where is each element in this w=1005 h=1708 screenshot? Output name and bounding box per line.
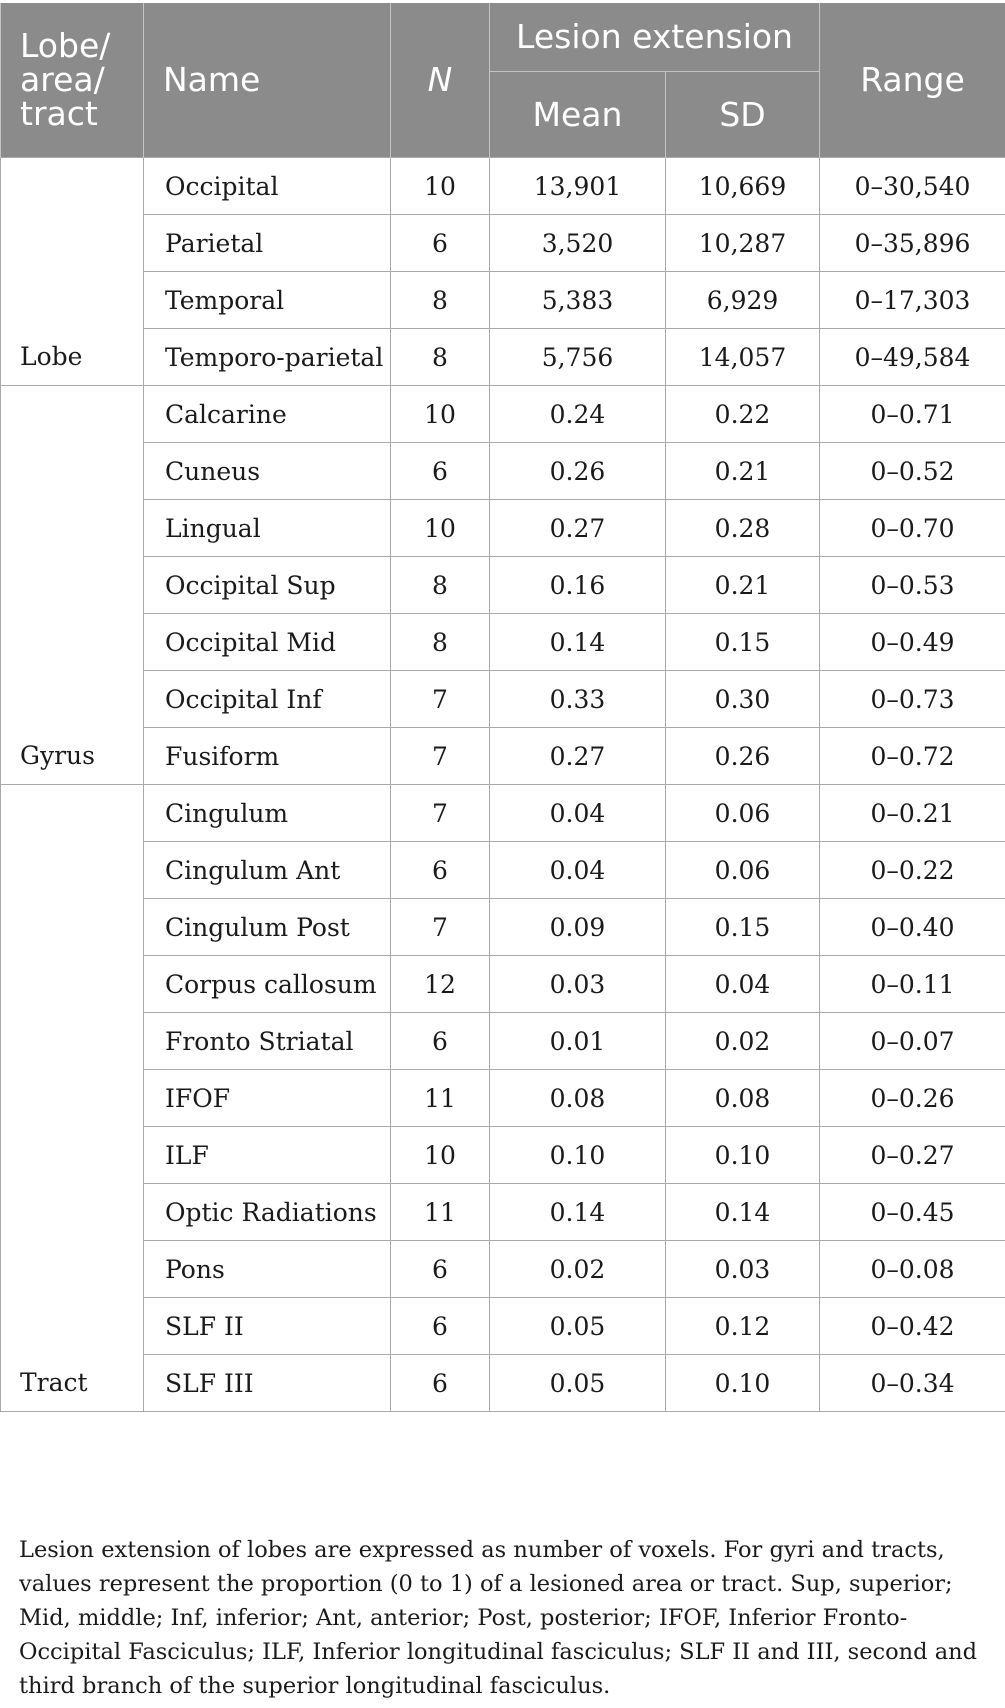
- n-cell: 6: [391, 215, 490, 272]
- mean-cell: 0.27: [490, 728, 666, 785]
- n-cell: 10: [391, 500, 490, 557]
- mean-cell: 0.27: [490, 500, 666, 557]
- table-row: [1, 899, 1005, 956]
- mean-cell: 0.02: [490, 1241, 666, 1298]
- range-cell: 0–30,540: [820, 158, 1005, 215]
- sd-cell: 0.15: [666, 899, 820, 956]
- mean-cell: 0.09: [490, 899, 666, 956]
- name-cell: SLF II: [144, 1298, 391, 1355]
- sd-cell: 6,929: [666, 272, 820, 329]
- mean-cell: 0.33: [490, 671, 666, 728]
- range-cell: 0–0.70: [820, 500, 1005, 557]
- mean-cell: 0.03: [490, 956, 666, 1013]
- name-cell: Cuneus: [144, 443, 391, 500]
- table-row: [1, 1127, 1005, 1184]
- sd-cell: 0.12: [666, 1298, 820, 1355]
- table-row: [1, 785, 1005, 842]
- mean-cell: 3,520: [490, 215, 666, 272]
- mean-cell: 0.14: [490, 1184, 666, 1241]
- name-cell: Occipital: [144, 158, 391, 215]
- range-cell: 0–0.71: [820, 386, 1005, 443]
- mean-cell: 0.01: [490, 1013, 666, 1070]
- header-lesion-extension: Lesion extension: [490, 3, 820, 72]
- n-cell: 7: [391, 899, 490, 956]
- range-cell: 0–0.34: [820, 1355, 1005, 1412]
- n-cell: 6: [391, 1298, 490, 1355]
- range-cell: 0–0.42: [820, 1298, 1005, 1355]
- sd-cell: 0.03: [666, 1241, 820, 1298]
- group-label-cell: Tract: [1, 785, 144, 1412]
- group-label-cell: Lobe: [1, 158, 144, 386]
- sd-cell: 0.10: [666, 1355, 820, 1412]
- name-cell: IFOF: [144, 1070, 391, 1127]
- table-row: [1, 842, 1005, 899]
- name-cell: Occipital Inf: [144, 671, 391, 728]
- mean-cell: 0.04: [490, 785, 666, 842]
- range-cell: 0–0.26: [820, 1070, 1005, 1127]
- mean-cell: 0.05: [490, 1298, 666, 1355]
- table-footnote: Lesion extension of lobes are expressed as number of voxels. For gyri and tracts, values represent the proportion (0 to 1) of a lesioned area or tract. Sup, superior; Mid, middle; Inf, inferior; Ant, anterior; Post, posterior; IFOF, Inferior Fronto-Occipital Fasciculus; ILF, Inferior longitudinal fasciculus; SLF II and III, second and third branch of the superior longitudinal fasciculus.: [19, 1536, 978, 1699]
- sd-cell: 0.22: [666, 386, 820, 443]
- sd-cell: 0.21: [666, 557, 820, 614]
- sd-cell: 0.10: [666, 1127, 820, 1184]
- mean-cell: 0.10: [490, 1127, 666, 1184]
- table-row: [1, 1013, 1005, 1070]
- mean-cell: 13,901: [490, 158, 666, 215]
- n-cell: 6: [391, 842, 490, 899]
- table-row: [1, 500, 1005, 557]
- range-cell: 0–0.08: [820, 1241, 1005, 1298]
- range-cell: 0–0.73: [820, 671, 1005, 728]
- header-mean: Mean: [490, 72, 666, 158]
- range-cell: 0–0.45: [820, 1184, 1005, 1241]
- n-cell: 12: [391, 956, 490, 1013]
- table-row: [1, 386, 1005, 443]
- table-header: [1, 3, 1005, 158]
- table-row: [1, 1184, 1005, 1241]
- range-cell: 0–35,896: [820, 215, 1005, 272]
- header-name: Name: [144, 3, 391, 158]
- range-cell: 0–49,584: [820, 329, 1005, 386]
- n-cell: 11: [391, 1184, 490, 1241]
- sd-cell: 0.30: [666, 671, 820, 728]
- n-cell: 7: [391, 728, 490, 785]
- name-cell: Temporo-parietal: [144, 329, 391, 386]
- name-cell: Fusiform: [144, 728, 391, 785]
- mean-cell: 0.26: [490, 443, 666, 500]
- n-cell: 7: [391, 785, 490, 842]
- range-cell: 0–0.21: [820, 785, 1005, 842]
- range-cell: 0–0.52: [820, 443, 1005, 500]
- mean-cell: 0.24: [490, 386, 666, 443]
- n-cell: 10: [391, 158, 490, 215]
- n-cell: 6: [391, 1355, 490, 1412]
- range-cell: 0–0.53: [820, 557, 1005, 614]
- table-row: [1, 614, 1005, 671]
- name-cell: Cingulum: [144, 785, 391, 842]
- lesion-extension-table: [0, 3, 1005, 1412]
- n-cell: 8: [391, 272, 490, 329]
- n-cell: 8: [391, 329, 490, 386]
- mean-cell: 5,756: [490, 329, 666, 386]
- table-row: [1, 728, 1005, 785]
- sd-cell: 0.28: [666, 500, 820, 557]
- n-cell: 7: [391, 671, 490, 728]
- sd-cell: 10,287: [666, 215, 820, 272]
- name-cell: Cingulum Post: [144, 899, 391, 956]
- n-cell: 6: [391, 1013, 490, 1070]
- range-cell: 0–0.07: [820, 1013, 1005, 1070]
- range-cell: 0–0.27: [820, 1127, 1005, 1184]
- mean-cell: 0.16: [490, 557, 666, 614]
- mean-cell: 0.04: [490, 842, 666, 899]
- sd-cell: 0.02: [666, 1013, 820, 1070]
- n-cell: 6: [391, 1241, 490, 1298]
- table-row: [1, 443, 1005, 500]
- table-row: [1, 671, 1005, 728]
- range-cell: 0–0.72: [820, 728, 1005, 785]
- name-cell: Pons: [144, 1241, 391, 1298]
- name-cell: Parietal: [144, 215, 391, 272]
- table-row: [1, 1241, 1005, 1298]
- name-cell: ILF: [144, 1127, 391, 1184]
- header-range: Range: [820, 3, 1005, 158]
- n-cell: 8: [391, 614, 490, 671]
- header-sd: SD: [666, 72, 820, 158]
- range-cell: 0–0.22: [820, 842, 1005, 899]
- sd-cell: 0.04: [666, 956, 820, 1013]
- table-row: [1, 329, 1005, 386]
- name-cell: Corpus callosum: [144, 956, 391, 1013]
- sd-cell: 0.21: [666, 443, 820, 500]
- sd-cell: 0.06: [666, 785, 820, 842]
- name-cell: Optic Radiations: [144, 1184, 391, 1241]
- range-cell: 0–17,303: [820, 272, 1005, 329]
- sd-cell: 10,669: [666, 158, 820, 215]
- n-cell: 8: [391, 557, 490, 614]
- header-group-label: Lobe/ area/ tract: [20, 26, 111, 133]
- table-body: [1, 158, 1005, 1412]
- name-cell: SLF III: [144, 1355, 391, 1412]
- table-row: [1, 158, 1005, 215]
- mean-cell: 0.05: [490, 1355, 666, 1412]
- table-row: [1, 215, 1005, 272]
- table-row: [1, 1298, 1005, 1355]
- table-row: [1, 956, 1005, 1013]
- sd-cell: 14,057: [666, 329, 820, 386]
- mean-cell: 5,383: [490, 272, 666, 329]
- header-n: N: [391, 3, 490, 158]
- sd-cell: 0.26: [666, 728, 820, 785]
- range-cell: 0–0.49: [820, 614, 1005, 671]
- table-row: [1, 272, 1005, 329]
- table-row: [1, 1070, 1005, 1127]
- name-cell: Fronto Striatal: [144, 1013, 391, 1070]
- sd-cell: 0.06: [666, 842, 820, 899]
- n-cell: 11: [391, 1070, 490, 1127]
- range-cell: 0–0.40: [820, 899, 1005, 956]
- name-cell: Temporal: [144, 272, 391, 329]
- n-cell: 10: [391, 386, 490, 443]
- mean-cell: 0.14: [490, 614, 666, 671]
- sd-cell: 0.15: [666, 614, 820, 671]
- header-group: [1, 3, 144, 158]
- table-row: [1, 557, 1005, 614]
- sd-cell: 0.14: [666, 1184, 820, 1241]
- name-cell: Occipital Sup: [144, 557, 391, 614]
- sd-cell: 0.08: [666, 1070, 820, 1127]
- n-cell: 6: [391, 443, 490, 500]
- name-cell: Lingual: [144, 500, 391, 557]
- mean-cell: 0.08: [490, 1070, 666, 1127]
- table-row: [1, 1355, 1005, 1412]
- range-cell: 0–0.11: [820, 956, 1005, 1013]
- name-cell: Occipital Mid: [144, 614, 391, 671]
- name-cell: Calcarine: [144, 386, 391, 443]
- lesion-table-container: [0, 3, 1005, 1412]
- name-cell: Cingulum Ant: [144, 842, 391, 899]
- n-cell: 10: [391, 1127, 490, 1184]
- group-label-cell: Gyrus: [1, 386, 144, 785]
